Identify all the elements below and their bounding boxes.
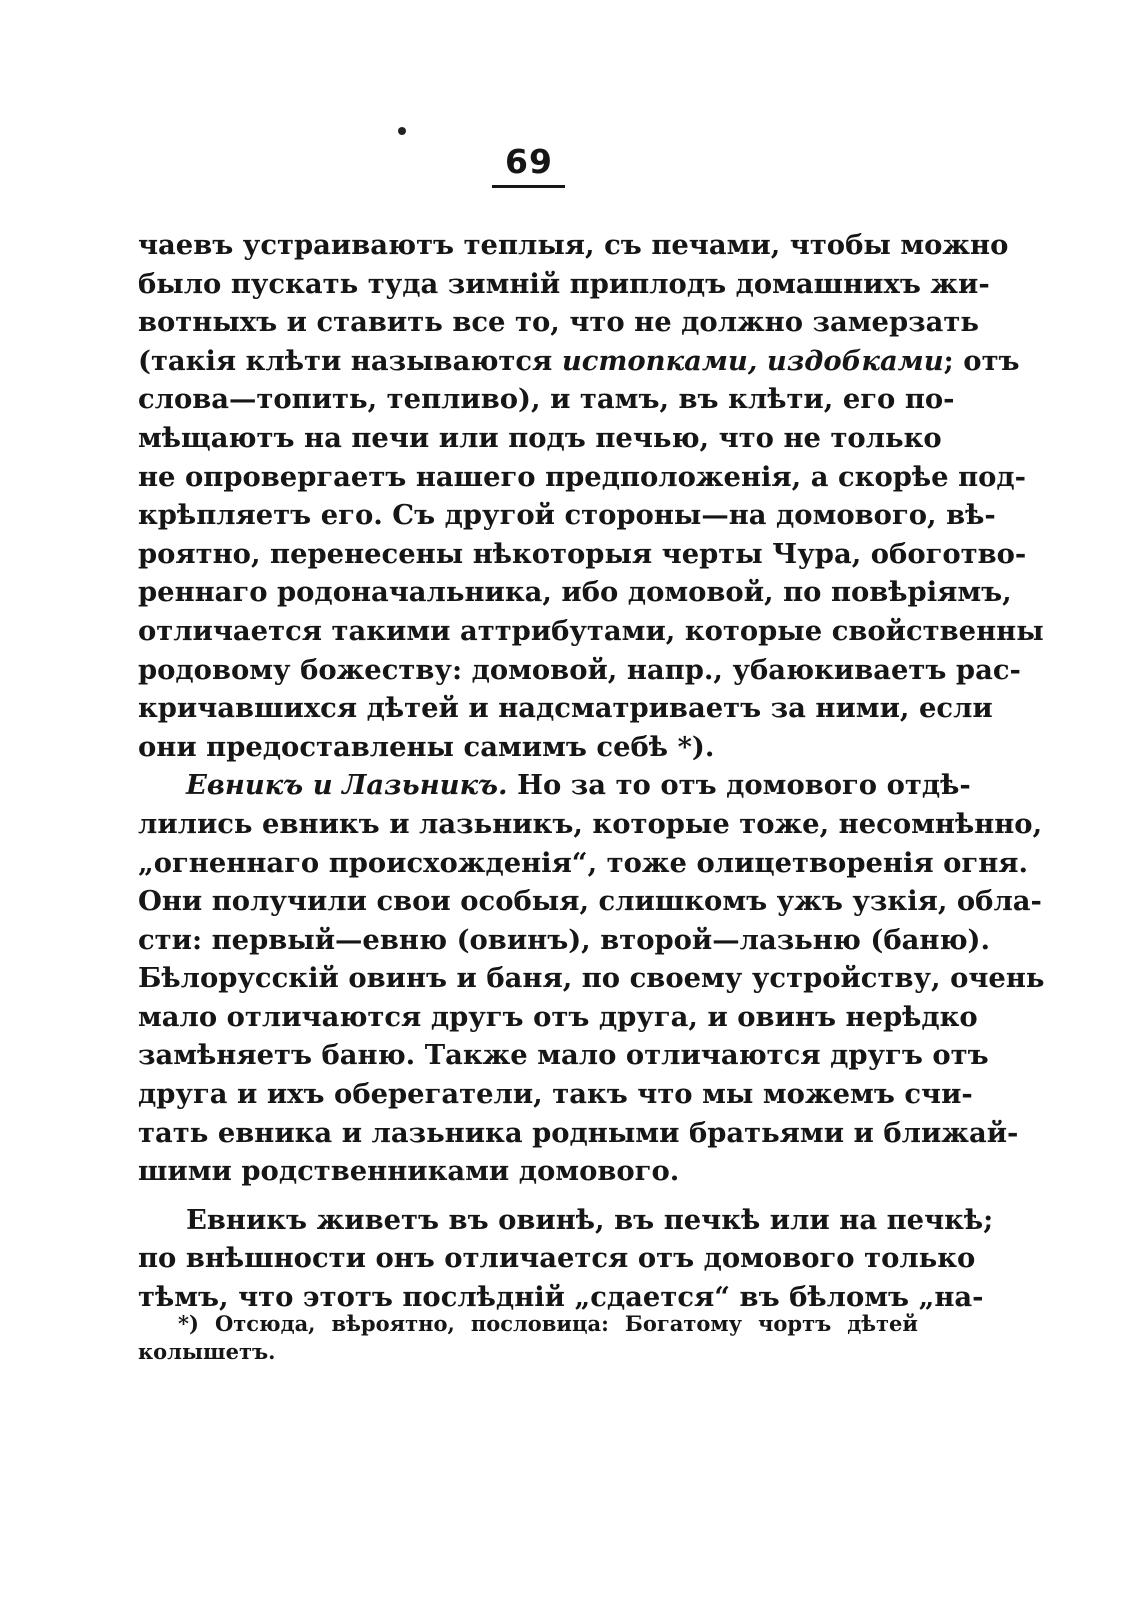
text-line: не опровергаетъ нашего предположенія, а скорѣе под- (138, 460, 1027, 493)
text-line: слова—топить, тепливо), и тамъ, въ клѣти, его по- (138, 383, 955, 416)
text-line: было пускать туда зимній приплодъ домашнихъ жи- (138, 267, 990, 300)
text-line: они предоставлены самимъ себѣ *). (138, 730, 715, 763)
text-line: родовому божеству: домовой, напр., убаюкиваетъ рас- (138, 653, 1021, 686)
text-line: тать евника и лазьника родными братьями и ближай- (138, 1116, 1019, 1149)
text-line: Евникъ и Лазьникъ. Но за то отъ домового отдѣ- (186, 769, 971, 802)
text-line: по внѣшности онъ отличается отъ домового только (138, 1242, 976, 1275)
text-line: Они получили свои особыя, слишкомъ ужъ узкія, обла- (138, 885, 1042, 918)
text-line: мѣщаютъ на печи или подъ печью, что не только (138, 421, 942, 454)
text-line: крѣпляетъ его. Съ другой стороны—на домового, вѣ- (138, 499, 996, 532)
page-number: 69 (505, 142, 553, 181)
text-line: шими родственниками домового. (138, 1155, 680, 1188)
text-line: замѣняетъ баню. Также мало отличаются другъ отъ (138, 1039, 989, 1072)
text-line: Бѣлорусскій овинъ и баня, по своему устройству, очень (138, 962, 1045, 995)
text-line: мало отличаются другъ отъ друга, и овинъ нерѣдко (138, 1000, 978, 1033)
footnote-line: колышетъ. (138, 1339, 276, 1364)
paragraph-1 (138, 226, 1044, 766)
text-line: отличается такими аттрибутами, которые свойственны (138, 614, 1044, 647)
footnote (138, 1310, 918, 1366)
italic-phrase: Евникъ и Лазьникъ. (186, 769, 508, 802)
page-number-underline (492, 185, 565, 188)
text-line: Евникъ живетъ въ овинѣ, въ печкѣ или на печкѣ; (186, 1203, 994, 1236)
text-line: роятно, перенесены нѣкоторыя черты Чура, обоготво- (138, 537, 1027, 570)
print-speck (398, 127, 406, 135)
text-line: сти: первый—евню (овинъ), второй—лазьню (баню). (138, 923, 991, 956)
italic-phrase: истопками, издобками (561, 344, 944, 377)
text-line: друга и ихъ оберегатели, такъ что мы можемъ счи- (138, 1078, 973, 1111)
paragraph-3 (138, 1201, 994, 1317)
body-text (138, 226, 1045, 1317)
text-line: кричавшихся дѣтей и надсматриваетъ за ними, если (138, 692, 993, 725)
paragraph-2 (138, 766, 1045, 1191)
text-line: тѣмъ, что этотъ послѣдній „сдается“ въ бѣломъ „на- (138, 1281, 984, 1314)
text-line: лились евникъ и лазьникъ, которые тоже, несомнѣнно, (138, 807, 1043, 840)
footnote-line: *) Отсюда, вѣроятно, пословица: Богатому чортъ дѣтей (178, 1311, 918, 1336)
text-line: вотныхъ и ставить все то, что не должно замерзать (138, 306, 979, 339)
text-line: (такія клѣти называются истопками, издобками; отъ (138, 344, 1020, 377)
text-line: чаевъ устраиваютъ теплыя, съ печами, чтобы можно (138, 229, 1009, 261)
text-line: реннаго родоначальника, ибо домовой, по повѣріямъ, (138, 576, 1012, 609)
text-line: „огненнаго происхожденія“, тоже олицетворенія огня. (138, 846, 1029, 879)
